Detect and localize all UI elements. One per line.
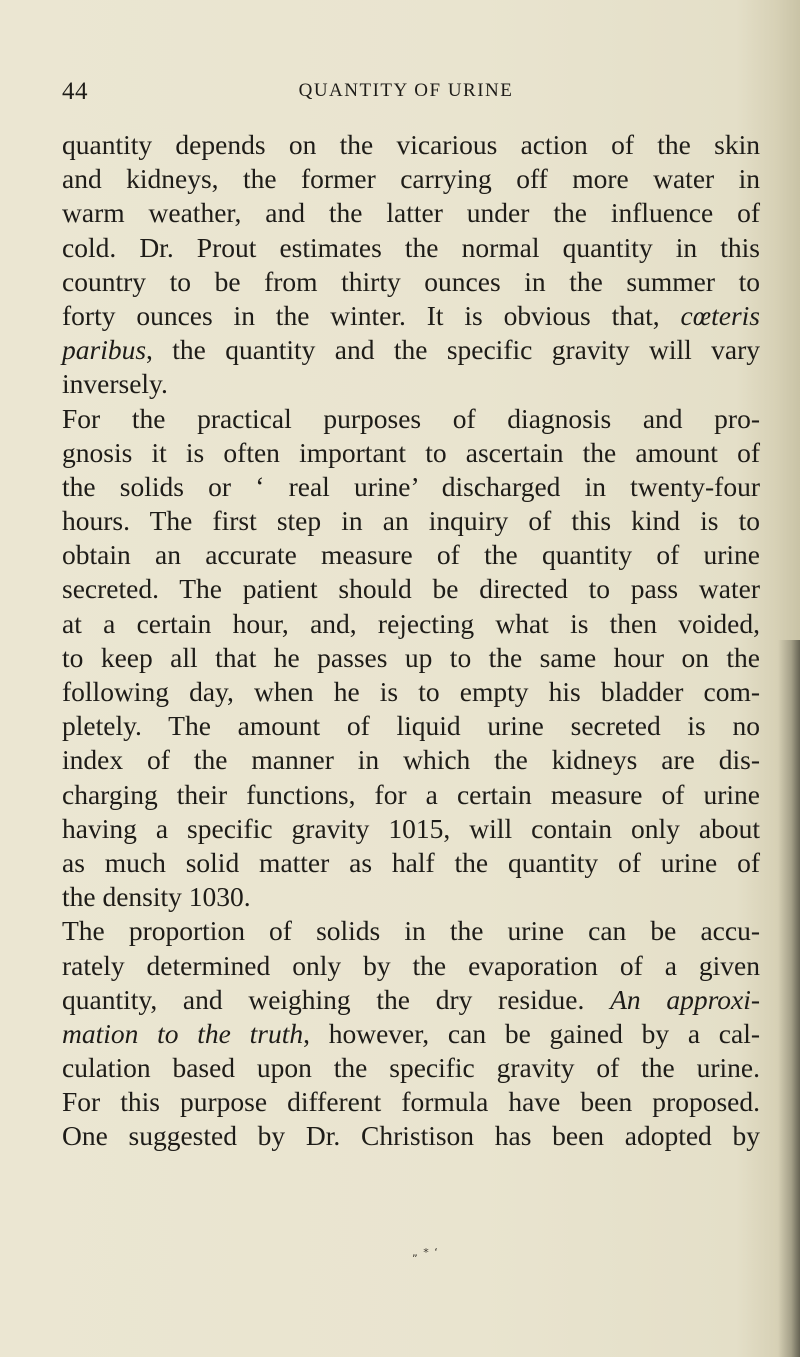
line-text: One suggested by Dr. Christison has been adopted by <box>62 1120 760 1152</box>
text-line <box>62 333 760 367</box>
page-edge-shadow <box>778 640 800 1357</box>
page-header <box>62 78 750 108</box>
line-text: warm weather, and the latter under the influence of <box>62 197 760 229</box>
line-text: to keep all that he passes up to the same hour on the <box>62 641 760 673</box>
line-text: having a specific gravity 1015, will contain only about <box>62 812 760 844</box>
text-line <box>62 470 760 504</box>
line-text: and kidneys, the former carrying off more water in <box>62 163 760 195</box>
italic-phrase: mation to the truth <box>62 1017 304 1049</box>
line-text: index of the manner in which the kidneys are dis- <box>62 744 760 776</box>
line-text: obtain an accurate measure of the quantity of urine <box>62 539 760 571</box>
text-line <box>62 265 760 299</box>
text-line <box>62 812 760 846</box>
text-line <box>62 1051 760 1085</box>
italic-phrase: An approxi- <box>610 983 761 1015</box>
text-line <box>62 949 760 983</box>
text-line <box>62 402 760 436</box>
line-text: at a certain hour, and, rejecting what is then voided, <box>62 607 760 639</box>
text-line <box>62 1119 760 1153</box>
text-line <box>62 196 760 230</box>
text-line <box>62 641 760 675</box>
line-text: The proportion of solids in the urine can be accu- <box>62 915 760 947</box>
text-line <box>62 1017 760 1051</box>
line-text: cold. Dr. Prout estimates the normal quantity in this <box>62 231 760 263</box>
text-line <box>62 162 760 196</box>
footer-mark: „ * ‘ <box>412 1246 439 1259</box>
line-text: pletely. The amount of liquid urine secreted is no <box>62 710 760 742</box>
text-line <box>62 709 760 743</box>
line-text: For this purpose different formula have been proposed. <box>62 1086 760 1118</box>
text-line <box>62 231 760 265</box>
text-line <box>62 436 760 470</box>
line-text: the solids or ‘ real urine’ discharged in twenty-four <box>62 470 760 502</box>
text-line <box>62 846 760 880</box>
running-title: QUANTITY OF URINE <box>298 80 514 101</box>
text-line <box>62 538 760 572</box>
line-text: , however, can be gained by a cal- <box>303 1017 760 1049</box>
text-line <box>62 914 760 948</box>
line-text: forty ounces in the winter. It is obvious that, <box>62 299 681 331</box>
line-text: culation based upon the specific gravity of the urine. <box>62 1052 760 1084</box>
text-line <box>62 880 760 914</box>
text-line <box>62 572 760 606</box>
line-text: For the practical purposes of diagnosis and pro- <box>62 402 760 434</box>
italic-phrase: paribus <box>62 334 147 366</box>
line-text: as much solid matter as half the quantity of urine of <box>62 846 760 878</box>
body-text <box>62 128 760 1154</box>
page-number: 44 <box>62 78 88 105</box>
line-text: secreted. The patient should be directed to pass water <box>62 573 760 605</box>
text-line <box>62 1085 760 1119</box>
line-text: country to be from thirty ounces in the summer to <box>62 265 760 297</box>
line-text: inversely. <box>62 368 168 400</box>
text-line <box>62 367 760 401</box>
text-line <box>62 299 760 333</box>
text-line <box>62 675 760 709</box>
text-line <box>62 607 760 641</box>
text-line <box>62 128 760 162</box>
line-text: gnosis it is often important to ascertain the amount of <box>62 436 760 468</box>
text-line <box>62 778 760 812</box>
line-text: charging their functions, for a certain measure of urine <box>62 778 760 810</box>
line-text: hours. The first step in an inquiry of this kind is to <box>62 505 760 537</box>
line-text: following day, when he is to empty his bladder com- <box>62 676 760 707</box>
line-text: rately determined only by the evaporation of a given <box>62 949 760 981</box>
line-text: , the quantity and the specific gravity will vary <box>146 334 760 366</box>
italic-phrase: cœteris <box>680 299 760 331</box>
text-line <box>62 504 760 538</box>
text-line <box>62 983 760 1017</box>
line-text: quantity depends on the vicarious action of the skin <box>62 129 760 160</box>
line-text: the density 1030. <box>62 881 251 913</box>
line-text: quantity, and weighing the dry residue. <box>62 983 611 1015</box>
text-line <box>62 743 760 777</box>
